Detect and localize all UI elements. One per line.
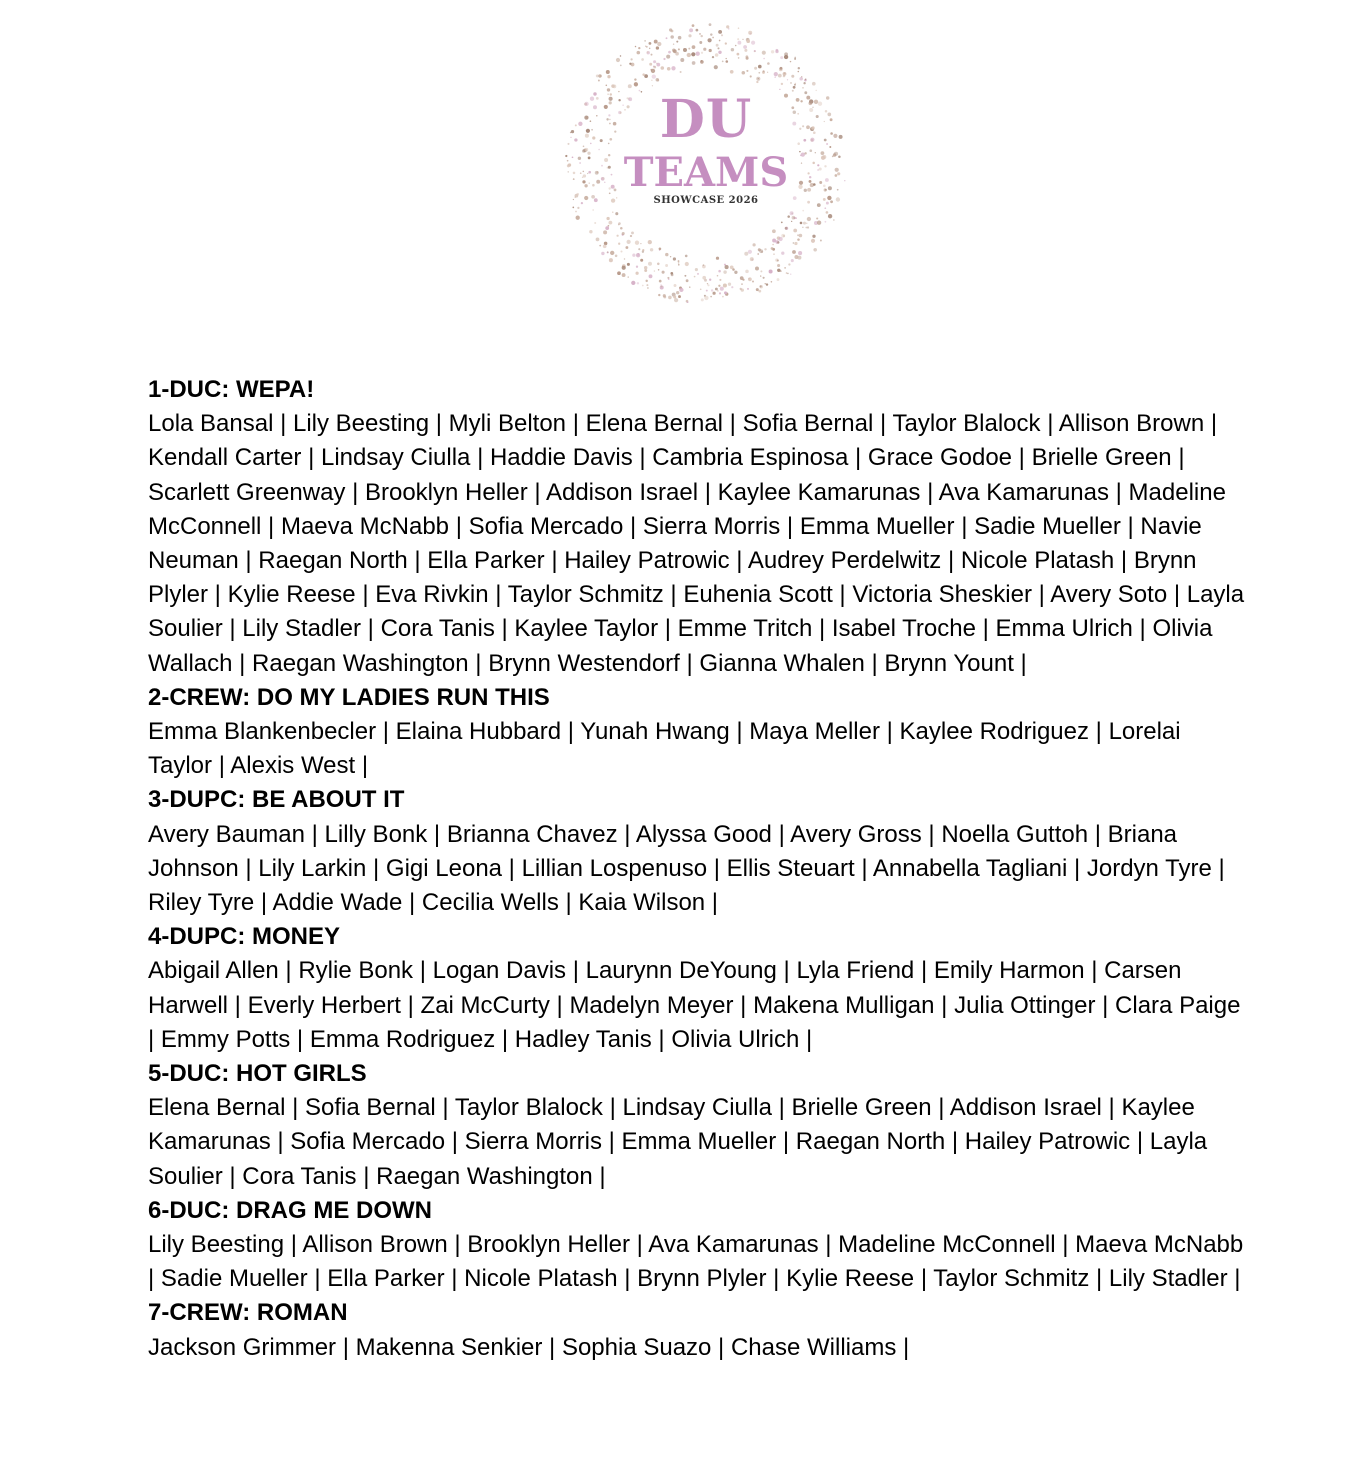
team-members-list: Jackson Grimmer | Makenna Senkier | Sophia Suazo | Chase Williams | xyxy=(148,1333,910,1361)
logo-title-du: DU xyxy=(659,89,753,150)
du-teams-logo xyxy=(564,22,848,306)
team-roster xyxy=(148,373,1248,1365)
team-heading: 4-DUPC: MONEY xyxy=(148,923,341,951)
logo-subtitle-showcase: SHOWCASE 2026 xyxy=(653,195,759,206)
team-members-list: Lily Beesting | Allison Brown | Brooklyn Heller | Ava Kamarunas | Madeline McConnell | Maeva McNabb | Sadie Mueller | Ella Parker | Nicole Platash | Brynn Plyler | Kylie Reese | Taylor Schmitz | Lily Stadler | xyxy=(148,1231,1244,1293)
team-heading: 7-CREW: ROMAN xyxy=(148,1299,348,1327)
team-heading: 5-DUC: HOT GIRLS xyxy=(148,1060,367,1088)
team-heading: 2-CREW: DO MY LADIES RUN THIS xyxy=(148,683,550,711)
team-members-list: Emma Blankenbecler | Elaina Hubbard | Yunah Hwang | Maya Meller | Kaylee Rodriguez | Lorelai Taylor | Alexis West | xyxy=(148,718,1181,780)
team-heading: 6-DUC: DRAG ME DOWN xyxy=(148,1196,432,1224)
team-heading: 3-DUPC: BE ABOUT IT xyxy=(148,786,405,814)
team-members-list: Abigail Allen | Rylie Bonk | Logan Davis | Laurynn DeYoung | Lyla Friend | Emily Harmon | Carsen Harwell | Everly Herbert | Zai McCurty | Madelyn Meyer | Makena Mulligan | Julia Ottinger | Clara Paige | Emmy Potts | Emma Rodriguez | Hadley Tanis | Olivia Ulrich | xyxy=(148,957,1241,1053)
logo-title-teams: TEAMS xyxy=(623,149,789,196)
team-members-list: Elena Bernal | Sofia Bernal | Taylor Blalock | Lindsay Ciulla | Brielle Green | Addison Israel | Kaylee Kamarunas | Sofia Mercado | Sierra Morris | Emma Mueller | Raegan North | Hailey Patrowic | Layla Soulier | Cora Tanis | Raegan Washington | xyxy=(148,1094,1208,1190)
team-members-list: Lola Bansal | Lily Beesting | Myli Belton | Elena Bernal | Sofia Bernal | Taylor Blalock | Allison Brown | Kendall Carter | Lindsay Ciulla | Haddie Davis | Cambria Espinosa | Grace Godoe | Brielle Green | Scarlett Greenway | Brooklyn Heller | Addison Israel | Kaylee Kamarunas | Ava Kamarunas | Madeline McConnell | Maeva McNabb | Sofia Mercado | Sierra Morris | Emma Mueller | Sadie Mueller | Navie Neuman | Raegan North | Ella Parker | Hailey Patrowic | Audrey Perdelwitz | Nicole Platash | Brynn Plyler | Kylie Reese | Eva Rivkin | Taylor Schmitz | Euhenia Scott | Victoria Sheskier | Avery Soto | Layla Soulier | Lily Stadler | Cora Tanis | Kaylee Taylor | Emme Tritch | Isabel Troche | Emma Ulrich | Olivia Wallach | Raegan Washington | Brynn Westendorf | Gianna Whalen | Brynn Yount | xyxy=(148,410,1245,677)
team-heading: 1-DUC: WEPA! xyxy=(148,376,315,403)
team-members-list: Avery Bauman | Lilly Bonk | Brianna Chavez | Alyssa Good | Avery Gross | Noella Guttoh | Briana Johnson | Lily Larkin | Gigi Leona | Lillian Lospenuso | Ellis Steuart | Annabella Tagliani | Jordyn Tyre | Riley Tyre | Addie Wade | Cecilia Wells | Kaia Wilson | xyxy=(148,820,1225,917)
